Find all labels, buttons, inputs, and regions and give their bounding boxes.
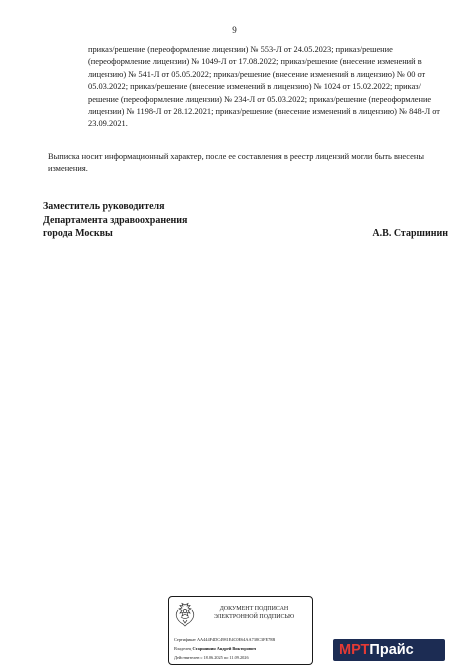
stamp-title [199, 606, 309, 621]
stamp-title-line-1: ДОКУМЕНТ ПОДПИСАН [219, 606, 289, 612]
coat-of-arms-icon [174, 602, 196, 628]
disclaimer-text: Выписка носит информационный характер, после ее составления в реестр лицензий могли быть внесены изменения. [48, 152, 424, 174]
signatory-position [43, 200, 187, 241]
signatory-line-2: Департамента здравоохранения [43, 214, 188, 226]
owner-label: Владелец [174, 646, 192, 652]
owner-row [174, 644, 310, 653]
mrtprice-watermark-logo [333, 639, 445, 661]
stamp-title-line-2: ЭЛЕКТРОННОЙ ПОДПИСЬЮ [213, 613, 295, 620]
stamp-details [174, 635, 310, 663]
certificate-row [174, 635, 310, 644]
signatory-line-3: города Москвы [43, 228, 113, 239]
watermark-rest-text: Прайс [369, 642, 414, 658]
license-orders-list: приказ/решение (переоформление лицензии) № 553-Л от 24.05.2023; приказ/решение (переоформление лицензии) № 1049-Л от 17.08.2022; приказ/решение (внесение изменений в лицензию) № 541-Л от 05.05.2022; приказ/решение (внесение изменений в лицензию) № 00 от 05.03.2022; приказ/решение (внесение изменений в лицензию) № 1024 от 15.02.2022; приказ/решение (переоформление лицензии) № 234-Л от 05.03.2022; приказ/решение (переоформление лицензии) № 1198-Л от 28.12.2021; приказ/решение (внесение изменений в лицензию) № 848-Л от 23.09.2021. [88, 45, 440, 129]
certificate-label: Сертификат [174, 637, 196, 642]
signer-name: А.В. Старшинин [372, 228, 448, 239]
electronic-signature-stamp [168, 596, 313, 665]
signatory-line-1: Заместитель руководителя [43, 201, 165, 212]
page-number: 9 [232, 25, 237, 35]
certificate-value: AA444F4DC4981E4C0E64AA738C3FE78B [196, 637, 276, 642]
owner-value: Старшинин Андрей Викторович [192, 646, 257, 652]
watermark-accent-text: МРТ [339, 642, 370, 658]
validity-row: Действителен с 18.06.2025 по 11.09.2026 [174, 655, 249, 661]
